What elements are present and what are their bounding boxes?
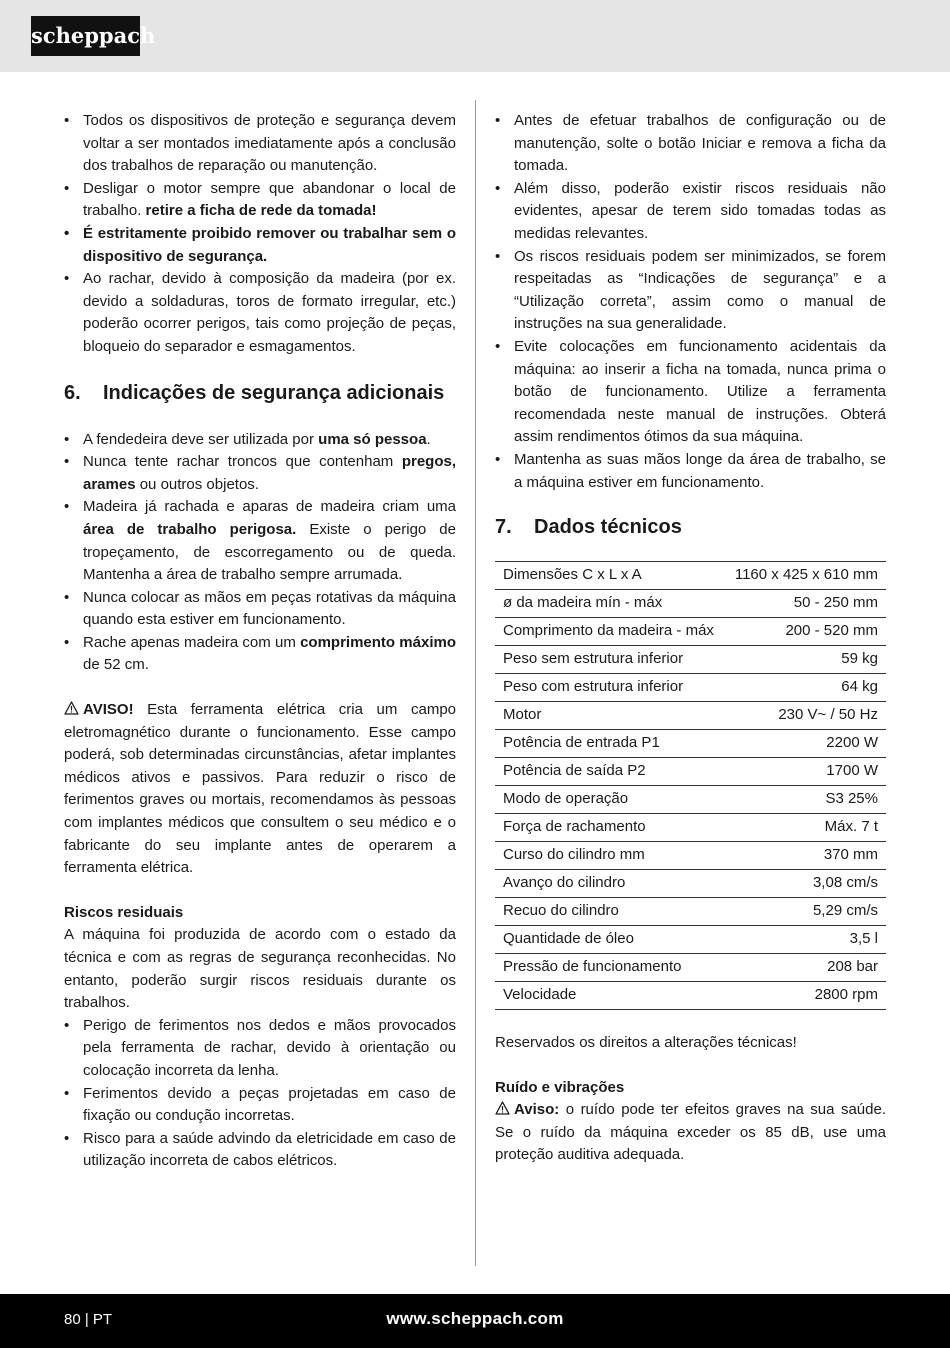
section-6-title: Indicações de segurança adicionais: [103, 381, 445, 404]
page-footer: [0, 1294, 950, 1348]
table-row: [495, 618, 886, 646]
spec-label: Força de rachamento: [503, 818, 646, 836]
list-item: [64, 496, 456, 586]
list-item-text: Risco para a saúde advindo da eletricidade em caso de utilização incorreta de cabos elétricos.: [83, 1129, 456, 1170]
spec-value: 50 - 250 mm: [793, 594, 878, 612]
list-item-text: de 52 cm.: [83, 656, 149, 674]
residual-risks-bullet-list: [64, 1015, 456, 1173]
list-item: [64, 178, 456, 223]
spec-value: Máx. 7 t: [824, 818, 878, 836]
list-item-text: Rache apenas madeira com um: [83, 633, 301, 651]
table-row: [495, 982, 886, 1010]
section-7-heading: [495, 516, 886, 539]
list-item: [64, 223, 456, 268]
list-item: [495, 246, 886, 336]
list-item-text: Antes de efetuar trabalhos de configuração ou de manutenção, solte o botão Iniciar e remova a ficha da tomada.: [514, 112, 886, 175]
list-item: [495, 110, 886, 178]
list-item-text: .: [426, 430, 431, 448]
list-item: [495, 336, 886, 449]
residual-risks-continued-list: [495, 110, 886, 494]
table-row: [495, 674, 886, 702]
technical-data-table: [495, 561, 886, 1010]
list-item-text: Nunca tente rachar troncos que contenham: [83, 453, 402, 471]
spec-label: Comprimento da madeira - máx: [503, 622, 714, 640]
table-row: [495, 702, 886, 730]
noise-warning-text: o ruído pode ter efeitos graves na sua saúde. Se o ruído da máquina exceder os 85 dB, use uma proteção auditiva adequada.: [495, 1101, 886, 1164]
table-row: [495, 758, 886, 786]
list-item-text: Ao rachar, devido à composição da madeira (por ex. devido a soldaduras, toros de formato irregular, etc.) poderão ocorrer perigos, tais como projeção de peças, bloqueio do separador e esmagamentos.: [83, 270, 456, 355]
section-6-heading: [64, 382, 456, 405]
spec-value: 1160 x 425 x 610 mm: [734, 566, 878, 584]
list-item-text: retire a ficha de rede da tomada!: [145, 202, 377, 220]
spec-value: 2800 rpm: [814, 986, 878, 1004]
spec-label: Quantidade de óleo: [503, 930, 634, 948]
list-item-text: uma só pessoa: [318, 430, 427, 448]
list-item-text: Além disso, poderão existir riscos residuais não evidentes, apesar de terem sido tomadas todas as medidas relevantes.: [514, 179, 886, 242]
noise-warning-label: Aviso:: [514, 1101, 560, 1119]
right-column: [495, 110, 886, 1167]
section-6-bullet-list: [64, 429, 456, 678]
table-row: [495, 842, 886, 870]
list-item: [64, 451, 456, 496]
warning-triangle-icon: [495, 1101, 510, 1115]
list-item-text: Mantenha as suas mãos longe da área de trabalho, se a máquina estiver em funcionamento.: [514, 450, 886, 491]
list-item-text: Os riscos residuais podem ser minimizados, se forem respeitadas as “Indicações de segurança” e a “Utilização correta”, assim como o manual de instruções na sua generalidade.: [514, 247, 886, 333]
list-item-text: ou outros objetos.: [135, 475, 259, 493]
emf-warning-label: AVISO!: [83, 701, 134, 719]
column-divider: [475, 100, 476, 1266]
table-row: [495, 646, 886, 674]
list-item-text: pregos, arames: [83, 453, 456, 493]
emf-warning-text: Esta ferramenta elétrica cria um campo eletromagnético durante o funcionamento. Esse campo poderá, sob determinadas circunstâncias, afetar implantes médicos ativos e passivos. Para reduzir o risco de ferimentos graves ou mortais, recomendamos às pessoas com implantes médicos que consultem o seu médico e o fabricante do seu implante antes de operarem a ferramenta elétrica.: [64, 701, 456, 877]
spec-label: ø da madeira mín - máx: [503, 594, 663, 612]
spec-label: Dimensões C x L x A: [503, 566, 642, 584]
reserved-rights-note: Reservados os direitos a alterações técnicas!: [495, 1034, 797, 1052]
residual-risks-text: A máquina foi produzida de acordo com o estado da técnica e com as regras de segurança reconhecidas. No entanto, poderão surgir riscos residuais durante os trabalhos.: [64, 926, 456, 1012]
list-item-text: A fendedeira deve ser utilizada por: [83, 430, 319, 448]
list-item-text: Evite colocações em funcionamento acidentais da máquina: ao inserir a ficha na tomada, nunca prima o botão de funcionamento. Utilize a ferramenta recomendada neste manual de instruções. Obterá assim rendimentos ótimos da sua máquina.: [514, 337, 886, 446]
page-number: 80 | PT: [64, 1311, 113, 1328]
list-item: [64, 1083, 456, 1128]
table-row: [495, 730, 886, 758]
spec-label: Recuo do cilindro: [503, 902, 619, 920]
spec-value: 59 kg: [841, 650, 878, 668]
intro-bullet-list: [64, 110, 456, 359]
table-row: [495, 590, 886, 618]
emf-warning: [64, 699, 456, 880]
section-6-number: 6.: [64, 381, 81, 404]
list-item-text: Perigo de ferimentos nos dedos e mãos provocados pela ferramenta de rachar, devido à orientação ou colocação incorreta da lenha.: [83, 1016, 456, 1079]
spec-value: 370 mm: [823, 846, 878, 864]
spec-label: Velocidade: [503, 986, 577, 1004]
page-header: [0, 0, 950, 72]
list-item-text: É estritamente proibido remover ou trabalhar sem o dispositivo de segurança.: [83, 224, 456, 265]
spec-label: Modo de operação: [503, 790, 629, 808]
spec-value: 230 V~ / 50 Hz: [778, 706, 878, 724]
spec-value: 64 kg: [841, 678, 878, 696]
table-row: [495, 562, 886, 590]
list-item: [64, 1128, 456, 1173]
spec-value: 2200 W: [826, 734, 878, 752]
table-row: [495, 786, 886, 814]
warning-triangle-icon: [64, 701, 79, 715]
noise-vibration-title: Ruído e vibrações: [495, 1078, 625, 1096]
spec-value: 3,08 cm/s: [812, 874, 878, 892]
list-item-text: Existe o perigo de tropeçamento, de escorregamento ou de queda. Mantenha a área de trabalho sempre arrumada.: [83, 520, 456, 584]
brand-logo: scheppach: [31, 16, 140, 56]
section-7-title: Dados técnicos: [534, 516, 682, 539]
list-item-text: área de trabalho perigosa.: [83, 520, 297, 538]
spec-value: 208 bar: [827, 958, 878, 976]
spec-value: S3 25%: [825, 790, 878, 808]
list-item-text: Nunca colocar as mãos em peças rotativas da máquina quando esta estiver em funcionamento.: [83, 588, 456, 629]
list-item-text: Todos os dispositivos de proteção e segurança devem voltar a ser montados imediatamente após a conclusão dos trabalhos de reparação ou manutenção.: [83, 112, 456, 175]
list-item-text: comprimento máximo: [300, 633, 456, 651]
spec-label: Curso do cilindro mm: [503, 846, 645, 864]
table-row: [495, 954, 886, 982]
list-item: [64, 1015, 456, 1083]
spec-value: 5,29 cm/s: [812, 902, 878, 920]
list-item: [64, 110, 456, 178]
list-item-text: Desligar o motor sempre que abandonar o local de trabalho.: [83, 179, 456, 220]
spec-value: 200 - 520 mm: [785, 622, 878, 640]
table-row: [495, 898, 886, 926]
left-column: [64, 110, 456, 1173]
list-item-text: Ferimentos devido a peças projetadas em caso de fixação ou condução incorretas.: [83, 1084, 456, 1125]
spec-label: Motor: [503, 706, 542, 724]
spec-label: Peso com estrutura inferior: [503, 678, 684, 696]
spec-label: Peso sem estrutura inferior: [503, 650, 684, 668]
section-7-number: 7.: [495, 516, 512, 539]
list-item-text: Madeira já rachada e aparas de madeira criam uma: [83, 498, 456, 516]
list-item: [64, 268, 456, 358]
list-item: [495, 178, 886, 246]
spec-label: Potência de entrada P1: [503, 734, 660, 752]
spec-label: Avanço do cilindro: [503, 874, 626, 892]
table-row: [495, 870, 886, 898]
spec-value: 3,5 l: [849, 930, 878, 948]
table-row: [495, 926, 886, 954]
table-row: [495, 814, 886, 842]
list-item: [495, 449, 886, 494]
noise-warning: [495, 1099, 886, 1167]
list-item: [64, 587, 456, 632]
list-item: [64, 632, 456, 677]
website-url: www.scheppach.com: [386, 1309, 564, 1328]
spec-value: 1700 W: [826, 762, 878, 780]
spec-label: Pressão de funcionamento: [503, 958, 682, 976]
spec-label: Potência de saída P2: [503, 762, 646, 780]
list-item: [64, 429, 456, 452]
residual-risks-title: Riscos residuais: [64, 903, 184, 921]
